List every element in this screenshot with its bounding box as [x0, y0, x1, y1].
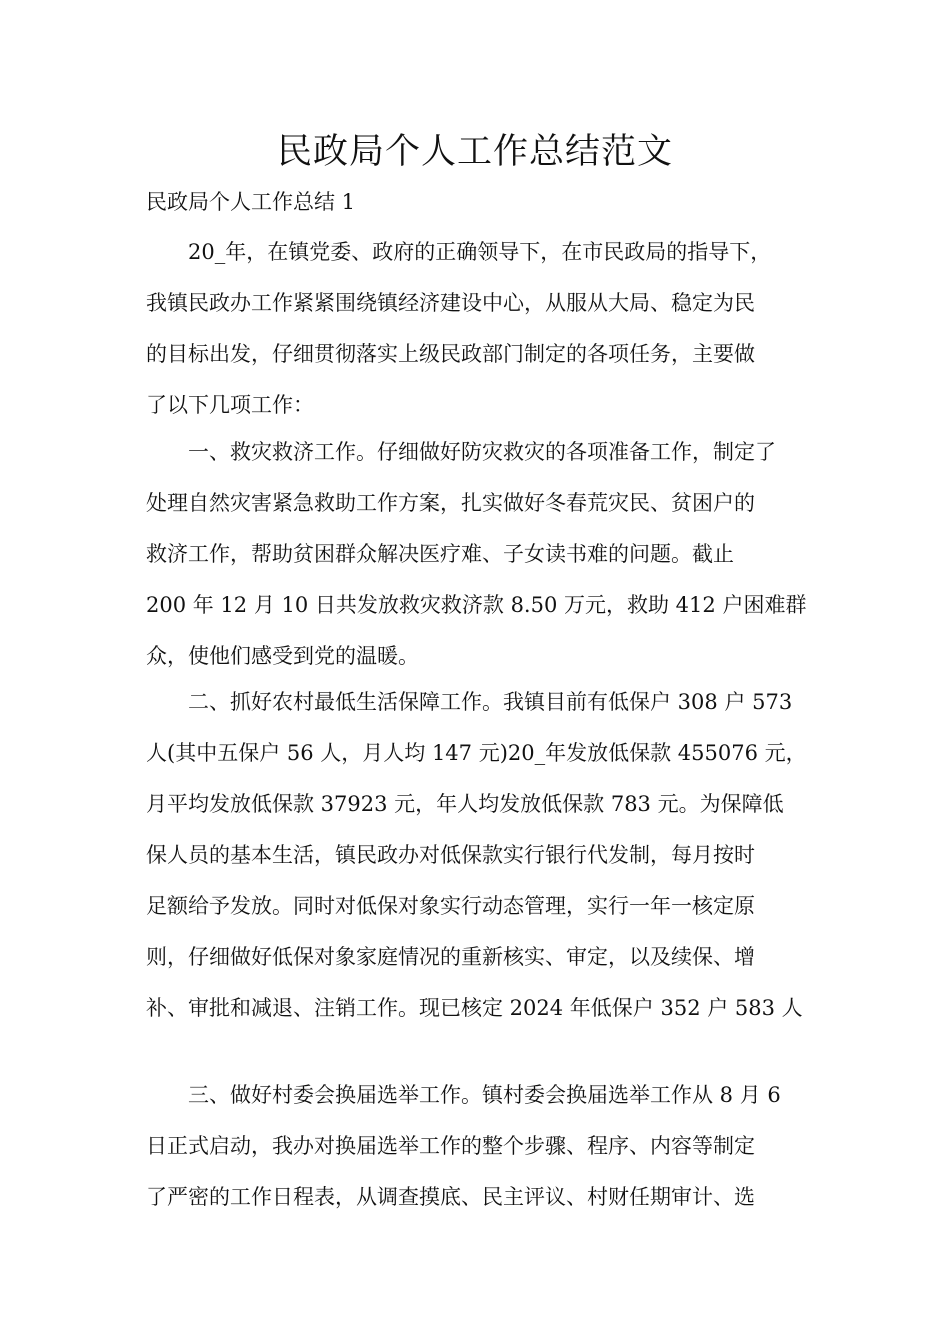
paragraph-2: [146, 427, 808, 682]
paragraph-1: [146, 227, 808, 431]
paragraph-line: 二、抓好农村最低生活保障工作。我镇目前有低保户 308 户 573: [188, 690, 793, 714]
paragraph-line: 月平均发放低保款 37923 元，年人均发放低保款 783 元。为保障低: [146, 792, 784, 816]
paragraph-line: 我镇民政办工作紧紧围绕镇经济建设中心，从服从大局、稳定为民: [146, 291, 755, 315]
paragraph-line: 补、审批和减退、注销工作。现已核定 2024 年低保户 352 户 583 人: [146, 996, 803, 1020]
paragraph-line: 一、救灾救济工作。仔细做好防灾救灾的各项准备工作，制定了: [188, 440, 776, 464]
paragraph-line: 日正式启动，我办对换届选举工作的整个步骤、程序、内容等制定: [146, 1134, 755, 1158]
paragraph-line: 200 年 12 月 10 日共发放救灾救济款 8.50 万元，救助 412 户困难群: [146, 593, 807, 617]
paragraph-line: 了以下几项工作：: [146, 393, 314, 417]
paragraph-4: [146, 1070, 808, 1223]
paragraph-line: 保人员的基本生活，镇民政办对低保款实行银行代发制，每月按时: [146, 843, 755, 867]
paragraph-line: 人(其中五保户 56 人，月人均 147 元)20_年发放低保款 455076 元，: [146, 741, 807, 765]
paragraph-line: 众，使他们感受到党的温暖。: [146, 644, 419, 668]
paragraph-line: 处理自然灾害紧急救助工作方案，扎实做好冬春荒灾民、贫困户的: [146, 491, 755, 515]
paragraph-line: 的目标出发，仔细贯彻落实上级民政部门制定的各项任务，主要做: [146, 342, 755, 366]
paragraph-line: 则，仔细做好低保对象家庭情况的重新核实、审定，以及续保、增: [146, 945, 755, 969]
paragraph-line: 20_年，在镇党委、政府的正确领导下，在市民政局的指导下，: [188, 240, 772, 264]
paragraph-3: [146, 677, 808, 1034]
document-title: 民政局个人工作总结范文: [276, 132, 673, 172]
paragraph-line: 足额给予发放。同时对低保对象实行动态管理，实行一年一核定原: [146, 894, 755, 918]
paragraph-line: 三、做好村委会换届选举工作。镇村委会换届选举工作从 8 月 6: [188, 1083, 781, 1107]
paragraph-line: 救济工作，帮助贫困群众解决医疗难、子女读书难的问题。截止: [146, 542, 734, 566]
document-subtitle: 民政局个人工作总结 1: [146, 190, 356, 214]
paragraph-line: 了严密的工作日程表，从调查摸底、民主评议、村财任期审计、选: [146, 1185, 755, 1209]
